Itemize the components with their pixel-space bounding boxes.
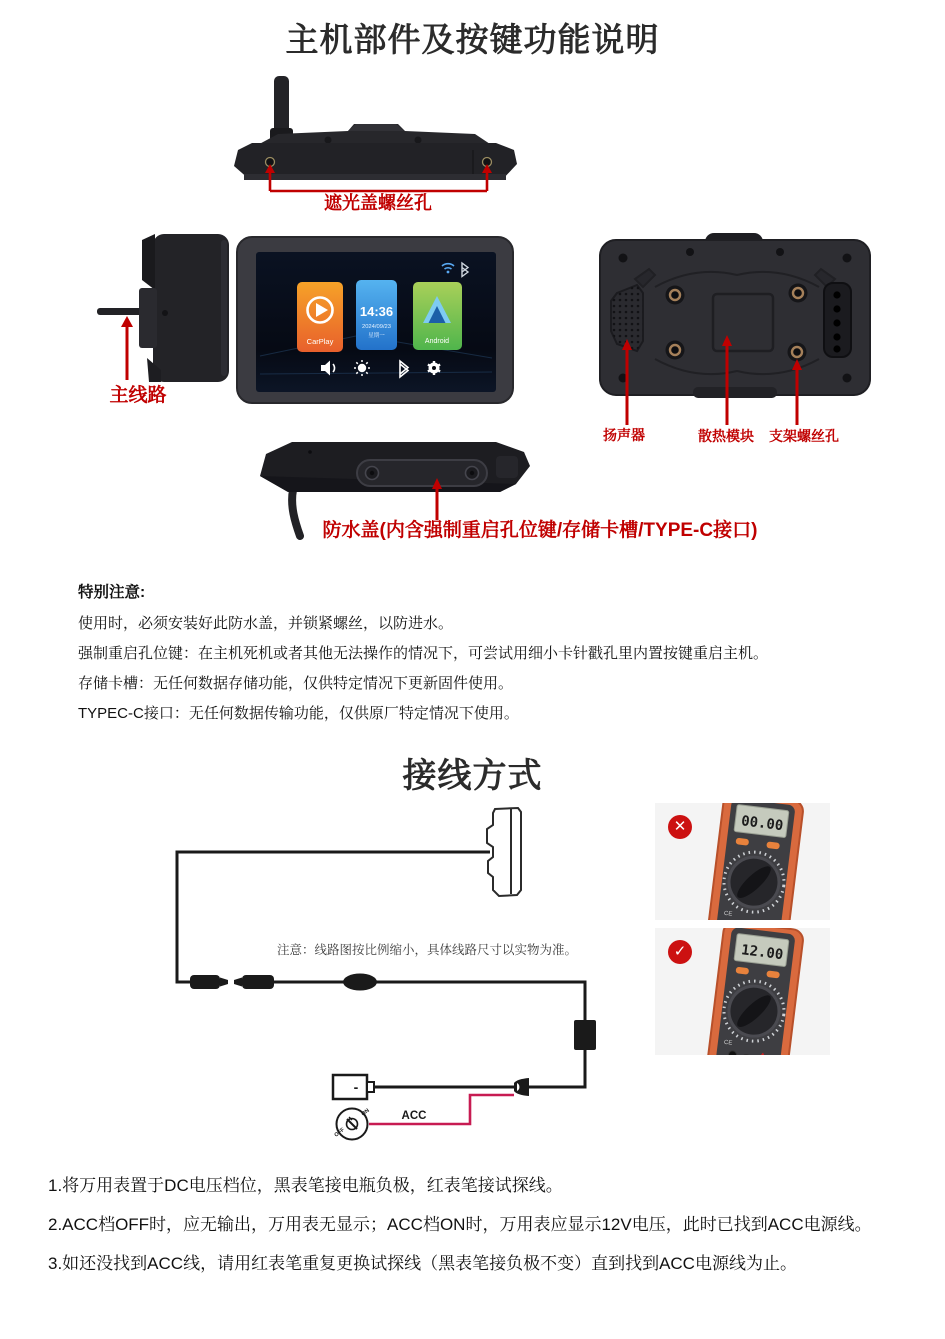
multimeter-wrong-panel bbox=[655, 803, 830, 920]
device-top-view bbox=[230, 70, 520, 198]
special-notice bbox=[78, 578, 908, 729]
label-bracket-screw-holes: 支架螺丝孔 bbox=[769, 428, 839, 444]
mount-bracket-outline bbox=[487, 808, 521, 896]
battery-block bbox=[333, 1075, 374, 1099]
notice-heading: 特别注意: bbox=[78, 584, 146, 601]
power-connector bbox=[824, 283, 851, 357]
wiring-diagram bbox=[130, 795, 660, 1153]
notice-line: 强制重启孔位键：在主机死机或者其他无法操作的情况下，可尝试用细小卡针戳孔里内置按键重启主机。 bbox=[78, 645, 769, 662]
wiring-note: 注意：线路图按比例缩小，具体线路尺寸以实物为准。 bbox=[277, 943, 578, 957]
device-back-view bbox=[593, 231, 883, 431]
waterproof-cover bbox=[357, 460, 487, 486]
acc-instructions bbox=[48, 1166, 914, 1283]
clock-date: 2024/09/23 bbox=[361, 324, 392, 330]
svg-text:CE: CE bbox=[723, 1039, 733, 1047]
clock-time: 14:36 bbox=[359, 304, 394, 319]
label-shade-screw-holes: 遮光盖螺丝孔 bbox=[324, 193, 432, 213]
battery-minus-label: - bbox=[353, 1079, 359, 1095]
acc-label: ACC bbox=[401, 1110, 427, 1122]
notice-line: 使用时，必须安装好此防水盖，并锁紧螺丝，以防进水。 bbox=[78, 615, 454, 632]
instruction-step: 3.如还没找到ACC线，请用红表笔重复更换试探线（黑表笔接负极不变）直到找到ACC电源线为止。 bbox=[48, 1254, 797, 1273]
cross-icon: ✕ bbox=[668, 815, 692, 839]
check-icon: ✓ bbox=[668, 940, 692, 964]
side-view-body bbox=[139, 234, 229, 382]
device-front-view bbox=[236, 236, 514, 408]
svg-text:CE: CE bbox=[723, 910, 733, 918]
label-waterproof-cover: 防水盖(内含强制重启孔位键/存储卡槽/TYPE-C接口) bbox=[322, 520, 758, 541]
lcd-reading-wrong: 00.00 bbox=[740, 813, 785, 835]
label-speaker: 扬声器 bbox=[603, 427, 645, 443]
carplay-card bbox=[297, 282, 343, 352]
main-cable-arrow bbox=[121, 316, 133, 380]
multimeter-right bbox=[700, 928, 830, 1055]
clock-weekday: 星期一 bbox=[368, 333, 385, 339]
main-harness-wire bbox=[177, 852, 585, 1087]
inline-connectors bbox=[190, 974, 596, 1051]
instruction-step: 2.ACC档OFF时，应无输出，万用表无显示；ACC档ON时，万用表应显示12V电压，此时已找到ACC电源线。 bbox=[48, 1215, 872, 1234]
android-label: Android bbox=[424, 338, 450, 345]
key-switch-icon bbox=[334, 1108, 371, 1140]
multimeter-right-panel bbox=[655, 928, 830, 1055]
inline-box-connector bbox=[574, 1020, 596, 1050]
label-cooling-module: 散热模块 bbox=[698, 428, 754, 444]
key-on-label: ON bbox=[360, 1107, 371, 1118]
page-title: 主机部件及按键功能说明 bbox=[285, 21, 660, 58]
key-off-label: OFF bbox=[333, 1127, 346, 1139]
clock-card bbox=[356, 280, 397, 350]
instruction-step: 1.将万用表置于DC电压档位，黑表笔接电瓶负极，红表笔接试探线。 bbox=[48, 1176, 563, 1195]
lcd-reading-right: 12.00 bbox=[740, 942, 785, 964]
carplay-label: CarPlay bbox=[306, 337, 334, 346]
probe-plug bbox=[514, 1078, 529, 1096]
multimeter-wrong bbox=[700, 803, 830, 920]
android-auto-card bbox=[413, 282, 462, 350]
notice-line: TYPEC-C接口：无任何数据传输功能，仅供原厂特定情况下使用。 bbox=[78, 705, 519, 722]
device-side-view bbox=[95, 230, 235, 385]
notice-line: 存储卡槽：无任何数据存储功能，仅供特定情况下更新固件使用。 bbox=[78, 675, 514, 692]
label-main-cable: 主线路 bbox=[109, 385, 167, 406]
antenna-icon bbox=[270, 76, 293, 142]
wiring-title: 接线方式 bbox=[402, 757, 543, 795]
acc-red-wire bbox=[369, 1095, 514, 1124]
